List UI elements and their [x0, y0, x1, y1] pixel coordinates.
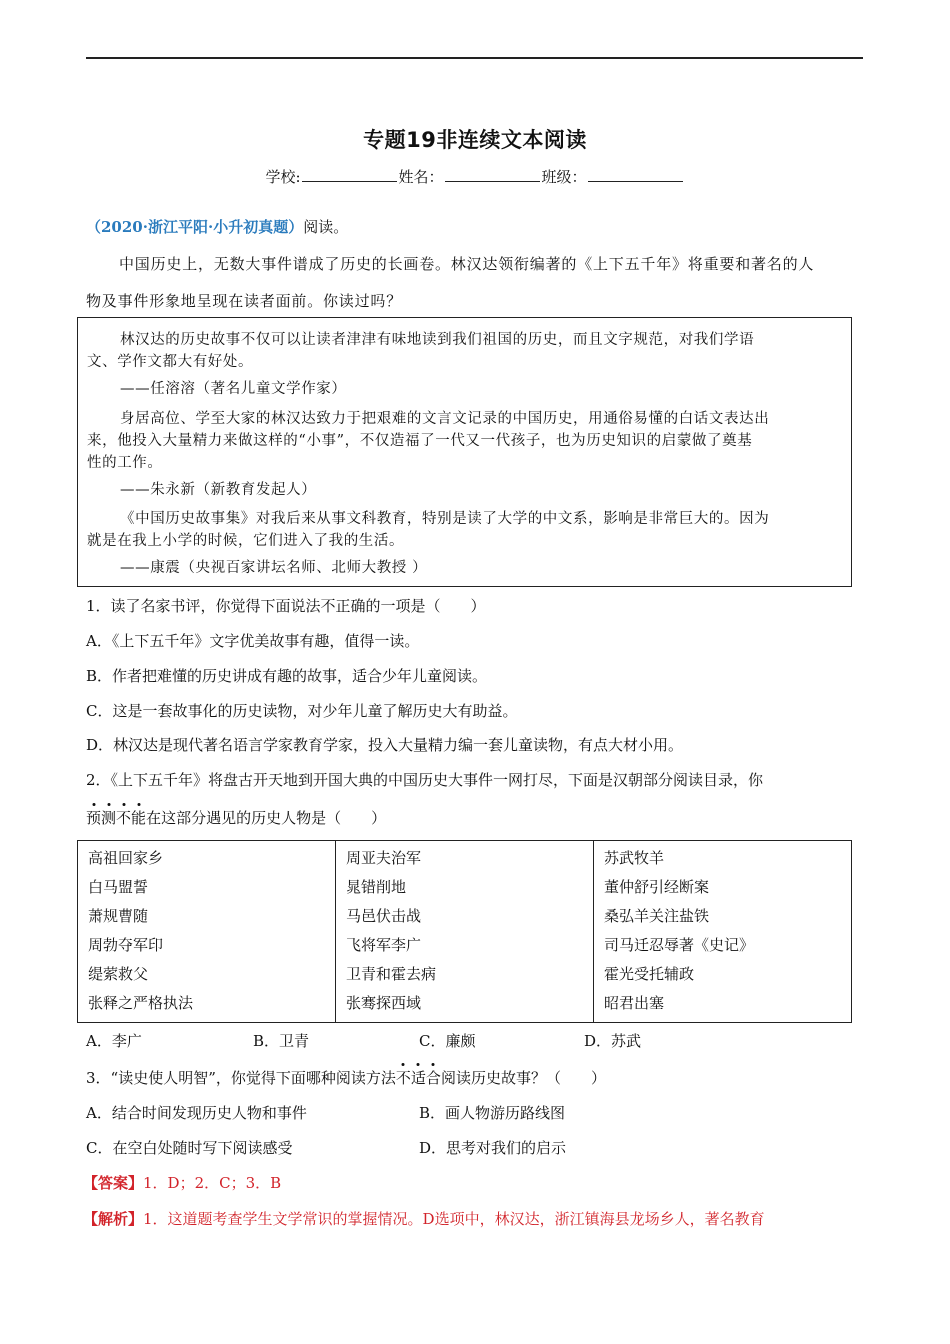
- class-blank: [588, 167, 683, 182]
- quote1-line1: 林汉达的历史故事不仅可以让读者津津有味地读到我们祖国的历史，而且文字规范，对我们学语: [120, 332, 755, 348]
- emphasis-char: 能: [131, 809, 147, 827]
- quote2-line2: 来，他投入大量精力来做这样的“小事”，不仅造福了一代又一代孩子，也为历史知识的启蒙做了奠基: [87, 433, 753, 449]
- q2-stem-line1: 2．《上下五千年》将盘古开天地到开国大典的中国历史大事件一网打尽，下面是汉朝部分阅读目录，你: [86, 771, 764, 789]
- emphasis-char: 预: [86, 809, 102, 827]
- school-blank: [302, 167, 397, 182]
- class-label: 班级：: [541, 168, 587, 186]
- header-rule: [86, 57, 863, 59]
- answer-line: [83, 1172, 281, 1193]
- contents-column-2: [335, 841, 593, 1022]
- emphasis-char: 不: [395, 1069, 411, 1087]
- quote3-line1: 《中国历史故事集》对我后来从事文科教育，特别是读了大学的中文系，影响是非常巨大的。因为: [120, 511, 770, 527]
- q2-option-a: A．李广: [86, 1032, 142, 1050]
- quote2-line3: 性的工作。: [87, 455, 163, 471]
- q1-option-a: A．《上下五千年》文字优美故事有趣，值得一读。: [86, 632, 420, 650]
- q2-option-c: C．廉颇: [419, 1032, 476, 1050]
- contents-item: 昭君出塞: [604, 994, 665, 1012]
- contents-item: 飞将军李广: [346, 936, 422, 954]
- contents-column-1: [78, 841, 335, 1022]
- emphasis-char: 不: [116, 809, 132, 827]
- analysis-line: [83, 1208, 765, 1229]
- analysis-label: 【解析】: [83, 1210, 144, 1228]
- page-title: 专题19非连续文本阅读: [363, 128, 587, 152]
- contents-item: 桑弘羊关注盐铁: [604, 907, 710, 925]
- intro-para1: 中国历史上，无数大事件谱成了历史的长画卷。林汉达领衔编著的《上下五千年》将重要和著名的人: [119, 255, 815, 273]
- q3-option-d: D．思考对我们的启示: [419, 1139, 567, 1157]
- contents-item: 萧规曹随: [88, 907, 149, 925]
- q3-stem-post: 阅读历史故事？（ ）: [440, 1069, 606, 1087]
- q1-option-c: C．这是一套故事化的历史读物，对少年儿童了解历史大有助益。: [86, 702, 518, 720]
- q3-stem: [86, 1067, 606, 1088]
- q2-option-b: B．卫青: [253, 1032, 310, 1050]
- q1-stem: 1．读了名家书评，你觉得下面说法不正确的一项是（ ）: [86, 597, 486, 615]
- source-tag: （2020·浙江平阳·小升初真题）: [86, 218, 304, 236]
- quote3-author: ——康震（央视百家讲坛名师、北师大教授 ）: [120, 560, 428, 576]
- intro-line: [86, 216, 348, 237]
- contents-item: 缇萦救父: [88, 965, 149, 983]
- contents-item: 司马迁忍辱著《史记》: [604, 936, 755, 954]
- contents-item: 白马盟誓: [88, 878, 149, 896]
- analysis-text: 1．这道题考查学生文学常识的掌握情况。D选项中，林汉达，浙江镇海县龙场乡人，著名教育: [143, 1210, 765, 1228]
- contents-item: 卫青和霍去病: [346, 965, 437, 983]
- contents-item: 张骞探西域: [346, 994, 422, 1012]
- contents-item: 苏武牧羊: [604, 849, 665, 867]
- school-label: 学校:: [265, 168, 301, 186]
- q1-option-b: B．作者把难懂的历史讲成有趣的故事，适合少年儿童阅读。: [86, 667, 488, 685]
- contents-item: 马邑伏击战: [346, 907, 422, 925]
- quote2-author: ——朱永新（新教育发起人）: [120, 482, 317, 498]
- name-label: 姓名：: [398, 168, 444, 186]
- contents-item: 霍光受托辅政: [604, 965, 695, 983]
- quote1-line2: 文、学作文都大有好处。: [87, 354, 254, 370]
- quote2-line1: 身居高位、学至大家的林汉达致力于把艰难的文言文记录的中国历史，用通俗易懂的白话文表达出: [120, 411, 770, 427]
- emphasis-char: 合: [425, 1069, 441, 1087]
- name-blank: [445, 167, 540, 182]
- contents-item: 董仲舒引经断案: [604, 878, 710, 896]
- quote3-line2: 就是在我上小学的时候，它们进入了我的生活。: [87, 533, 405, 549]
- contents-item: 周亚夫治军: [346, 849, 422, 867]
- intro-para2: 物及事件形象地呈现在读者面前。你读过吗？: [86, 292, 403, 310]
- contents-item: 张释之严格执法: [88, 994, 194, 1012]
- q3-stem-pre: 3．“读史使人明智”，你觉得下面哪种阅读方法: [86, 1069, 396, 1087]
- q1-option-d: D．林汉达是现代著名语言学家教育学家，投入大量精力编一套儿童读物，有点大材小用。: [86, 736, 684, 754]
- contents-item: 周勃夺军印: [88, 936, 164, 954]
- contents-table: [77, 840, 852, 1023]
- contents-column-3: [593, 841, 851, 1022]
- q2-stem-line2: [86, 807, 386, 828]
- contents-item: 高祖回家乡: [88, 849, 164, 867]
- quote1-author: ——任溶溶（著名儿童文学作家）: [120, 381, 347, 397]
- q3-option-a: A．结合时间发现历史人物和事件: [86, 1104, 307, 1122]
- student-info: [0, 166, 950, 187]
- q3-option-b: B．画人物游历路线图: [419, 1104, 566, 1122]
- contents-item: 晁错削地: [346, 878, 407, 896]
- q3-option-c: C．在空白处随时写下阅读感受: [86, 1139, 293, 1157]
- q2-stem-rest: 在这部分遇见的历史人物是（ ）: [146, 809, 387, 827]
- answer-label: 【答案】: [83, 1174, 144, 1192]
- intro-prompt: 阅读。: [303, 218, 349, 236]
- emphasis-char: 测: [101, 809, 117, 827]
- q2-option-d: D．苏武: [584, 1032, 642, 1050]
- answer-text: 1．D；2．C；3．B: [143, 1174, 282, 1192]
- emphasis-char: 适: [410, 1069, 426, 1087]
